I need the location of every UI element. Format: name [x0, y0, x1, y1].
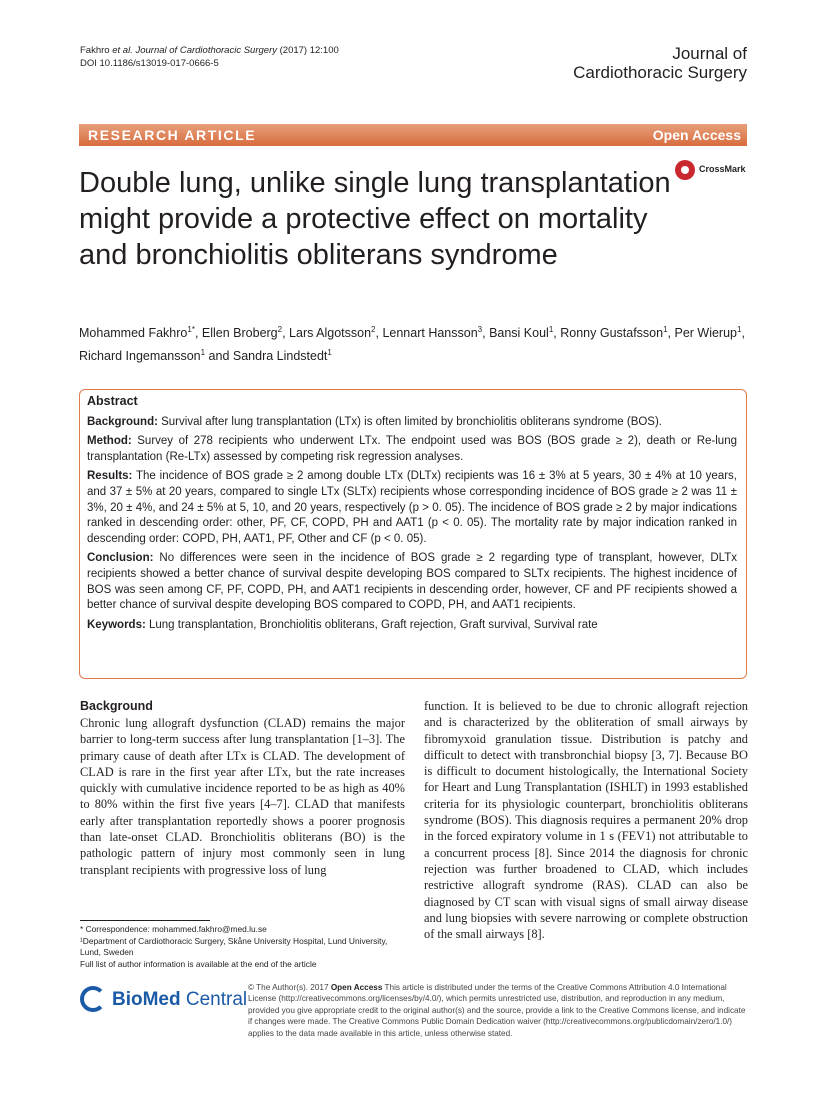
correspondence: * Correspondence: mohammed.fakhro@med.lu.se: [80, 924, 267, 934]
abstract-method: [87, 434, 737, 465]
author-affiliation-mark: 2: [277, 325, 283, 334]
citation-header: [80, 44, 339, 70]
author-affiliation-mark: 1: [663, 325, 668, 334]
citation-volume: (2017) 12:100: [276, 45, 339, 56]
license-statement: [248, 982, 748, 1039]
license-open-access: Open Access: [330, 983, 383, 992]
abstract-background: [87, 415, 737, 431]
author-affiliation-mark: 2: [371, 325, 376, 334]
biomed-ring-icon: [80, 986, 106, 1012]
text: Lung transplantation, Bronchiolitis obliterans, Graft rejection, Graft survival, Survival rate: [145, 618, 598, 631]
author-name: Lars Algotsson: [289, 326, 372, 341]
text: Survival after lung transplantation (LTx) is often limited by bronchiolitis obliterans syndrome (BOS).: [157, 415, 663, 428]
author-name: Sandra Lindstedt: [232, 349, 328, 364]
author-name: Ronny Gustafsson: [560, 326, 664, 341]
crossmark-label: CrossMark: [699, 164, 746, 174]
text: No differences were seen in the incidence of BOS grade ≥ 2 regarding type of transplant, however, DLTx recipients showed a better chance of survival despite developing BOS compared to SLTx recipients. The highest incidence of BOS was seen among CF, PF, COPD, PH, and AAT1 recipients in descending order, however, CF and PF recipients showed a better chance of survival despite developing BOS compared to COPD, PH, and AAT1 recipients.: [87, 552, 737, 612]
citation-etal: et al.: [112, 45, 133, 56]
text: The incidence of BOS grade ≥ 2 among double LTx (DLTx) recipients was 16 ± 3% at 5 years, 30 ± 4% at 10 years, and 37 ± 5% at 20 years, compared to single LTx (SLTx) recipients whose corresponding incidence of BOS grade ≥ 2 was 11 ± 3%, 20 ± 4%, and 24 ± 5% at 5, 10, and 20 years, respectively (p > 0. 05). The incidence of BOS grade ≥ 2 by major indications ranked in descending order: other, PF, CF, COPD, PH and AAT1 (p < 0. 05). The mortality rate by major indication ranked in descending order: COPD, PH, AAT1, PF, Other and CF (p < 0. 05).: [87, 470, 737, 545]
label: Background:: [87, 415, 158, 428]
author-name: Per Wierup: [674, 326, 738, 341]
doi: DOI 10.1186/s13019-017-0666-5: [80, 58, 219, 69]
text: Survey of 278 recipients who underwent LTx. The endpoint used was BOS (BOS grade ≥ 2), death or Re-lung transplantation (Re-LTx) assessed by competing risk regression analyses.: [87, 435, 737, 463]
author-name: Richard Ingemansson: [79, 349, 201, 364]
citation-journal: Journal of Cardiothoracic Surgery: [135, 45, 277, 56]
author-name: Lennart Hansson: [382, 326, 478, 341]
body-column-left: [80, 698, 405, 878]
article-type: RESEARCH ARTICLE: [88, 127, 257, 143]
author-info-note: Full list of author information is available at the end of the article: [80, 958, 317, 969]
biomed-central-logo: [80, 986, 248, 1018]
open-access-label: Open Access: [652, 127, 741, 143]
abstract-heading: Abstract: [87, 394, 138, 408]
crossmark-button[interactable]: [675, 160, 745, 184]
author-name: Ellen Broberg: [201, 326, 278, 341]
license-text: This article is distributed under the terms of the Creative Commons Attribution 4.0 International License (http://creativecommons.org/licenses/by/4.0/), which permits unrestricted use, distribution, and reproduction in any medium, provided you give appropriate credit to the original author(s) and the source, provide a link to the Creative Commons license, and indicate if changes were made. The Creative Commons Public Domain Dedication waiver (http://creativecommons.org/publicdomain/zero/1.0/) applies to the data made available in this article, unless otherwise stated.: [248, 983, 746, 1038]
author-affiliation-mark: 3: [477, 325, 483, 334]
journal-name-line2: Cardiothoracic Surgery: [573, 63, 747, 82]
citation-line: [80, 44, 339, 57]
article-title: Double lung, unlike single lung transplantation might provide a protective effect on mortality and bronchiolitis obliterans syndrome: [79, 167, 671, 271]
label: Conclusion:: [87, 552, 154, 565]
label: Method:: [87, 435, 132, 448]
license-prefix: © The Author(s). 2017: [248, 983, 331, 992]
author-affiliation-mark: 1: [548, 325, 554, 334]
article-type-banner: [79, 124, 747, 146]
abstract-keywords: [87, 618, 737, 634]
journal-logo: [573, 44, 747, 82]
author-affiliation-mark: 1: [737, 325, 742, 334]
label: Results:: [87, 470, 133, 483]
logo-bio: Bio: [112, 989, 143, 1010]
author-affiliation-mark: 1*: [187, 325, 195, 334]
author-name: Mohammed Fakhro: [79, 326, 188, 341]
author-list: [79, 320, 749, 366]
body-text-left: Chronic lung allograft dysfunction (CLAD) remains the major barrier to long-term success after lung transplantation [1–3]. The primary cause of death after LTx is CLAD. The development of CLAD is rare in the first year after LTx, but the rate increases quickly with cumulative incidence reported to be as high as 40% to 80% within the first five years [4–7]. CLAD that manifests early after transplantation reportedly shows a poorer prognosis than late-onset CLAD. Bronchiolitis obliterans (BO) is the pathologic pattern of injury most commonly seen in lung transplant recipients with progressive loss of lung: [80, 716, 405, 877]
footnotes: [80, 924, 405, 970]
body-column-right: [424, 698, 748, 942]
author-affiliation-mark: 1: [327, 348, 332, 358]
footnote-rule: [80, 920, 210, 921]
citation-authors: Fakhro: [80, 45, 113, 56]
author-name: Bansi Koul: [489, 326, 549, 341]
logo-central: Central: [180, 989, 248, 1010]
authors: Mohammed Fakhro$^{1*}$, Ellen Broberg$^2$, Lars Algotsson$^2$, Lennart Hansson$^3$, Bansi Koul$^1$, Ronny Gustafsson$^1$, Per Wierup$^1$, Richard Ingemansson$^1$ and Sandra Lindstedt$^1$: [79, 325, 745, 364]
abstract-results: [87, 469, 737, 547]
author-affiliation-mark: 1: [200, 348, 206, 358]
publisher-name: [112, 989, 247, 1011]
label: Keywords:: [87, 618, 146, 631]
abstract-box: [79, 389, 747, 679]
section-heading-background: Background: [80, 699, 153, 713]
affiliation: ¹Department of Cardiothoracic Surgery, Skåne University Hospital, Lund University, Lund, Sweden: [80, 935, 388, 957]
abstract-conclusion: [87, 551, 737, 613]
journal-name-line1: Journal of: [672, 44, 747, 63]
logo-med: Med: [142, 989, 181, 1010]
body-text-right: function. It is believed to be due to chronic allograft rejection and is characterized by the obliteration of small airways by fibromyxoid granulation tissue. Distribution is patchy and difficult to detect with transbronchial biopsy [3, 7]. Because BO is difficult to document histologically, the International Society for Heart and Lung Transplantation (ISHLT) in 1993 established criteria for its physiologic counterpart, bronchiolitis obliterans syndrome (BOS). This diagnosis requires a permanent 20% drop in the forced expiratory volume in 1 s (FEV1) not attributable to a concurrent process [8]. Since 2014 the diagnosis for chronic rejection was further broadened to CLAD, which includes restrictive allograft syndrome (RAS). CLAD can also be diagnosed by CT scan with visual signs of small airway disease and lung biopsies with severe narrowing or complete obstruction of the small airways [8].: [424, 699, 748, 942]
